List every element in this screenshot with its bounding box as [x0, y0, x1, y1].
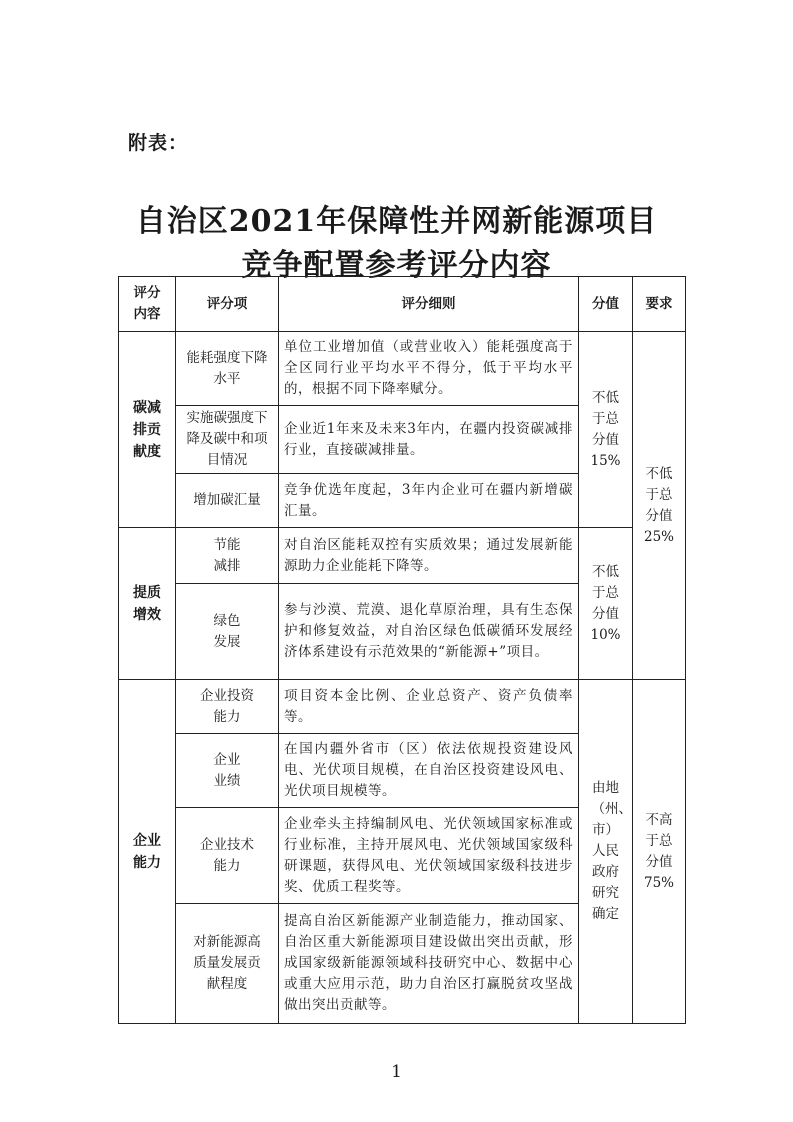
detail-cell: 企业近1年来及未来3年内，在疆内投资碳减排行业，直接碳减排量。	[279, 406, 579, 474]
category-carbon: 碳减排贡献度	[119, 332, 176, 528]
appendix-label: 附表：	[128, 132, 189, 154]
score-carbon: 不低于总分值15%	[579, 332, 633, 528]
item-cell: 增加碳汇量	[176, 474, 279, 528]
score-quality: 不低于总分值10%	[579, 528, 633, 680]
table-header-row	[119, 277, 686, 332]
score-ability: 由地（州、市）人民政府研究确定	[579, 680, 633, 1024]
detail-cell: 企业牵头主持编制风电、光伏领域国家标准或行业标准，主持开展风电、光伏领域国家级科研课题，获得风电、光伏领域国家级科技进步奖、优质工程奖等。	[279, 808, 579, 904]
document-title-line-2: 竞争配置参考评分内容	[241, 248, 552, 283]
header-item: 评分项	[176, 277, 279, 332]
detail-cell: 单位工业增加值（或营业收入）能耗强度高于全区同行业平均水平不得分，低于平均水平的，根据不同下降率赋分。	[279, 332, 579, 406]
detail-cell: 在国内疆外省市（区）依法依规投资建设风电、光伏项目规模，在自治区投资建设风电、光伏项目规模等。	[279, 734, 579, 808]
header-content: 评分内容	[119, 277, 176, 332]
scoring-table	[118, 276, 686, 1024]
item-cell: 企业投资能力	[176, 680, 279, 734]
table-row	[119, 528, 686, 584]
requirement-top: 不低于总分值25%	[633, 332, 686, 680]
item-cell: 绿色发展	[176, 584, 279, 680]
table-row	[119, 332, 686, 406]
category-ability: 企业能力	[119, 680, 176, 1024]
table-row	[119, 680, 686, 734]
page-number: 1	[391, 1062, 402, 1082]
document-title-line-1: 自治区2021年保障性并网新能源项目	[135, 204, 658, 239]
detail-cell: 对自治区能耗双控有实质效果；通过发展新能源助力企业能耗下降等。	[279, 528, 579, 584]
item-cell: 实施碳强度下降及碳中和项目情况	[176, 406, 279, 474]
item-cell: 对新能源高质量发展贡献程度	[176, 904, 279, 1024]
category-quality: 提质增效	[119, 528, 176, 680]
detail-cell: 竞争优选年度起，3年内企业可在疆内新增碳汇量。	[279, 474, 579, 528]
detail-cell: 提高自治区新能源产业制造能力，推动国家、自治区重大新能源项目建设做出突出贡献，形成国家级新能源领域科技研究中心、数据中心或重大应用示范，助力自治区打赢脱贫攻坚战做出突出贡献等。	[279, 904, 579, 1024]
header-detail: 评分细则	[279, 277, 579, 332]
item-cell: 企业业绩	[176, 734, 279, 808]
detail-cell: 项目资本金比例、企业总资产、资产负债率等。	[279, 680, 579, 734]
header-score: 分值	[579, 277, 633, 332]
detail-cell: 参与沙漠、荒漠、退化草原治理，具有生态保护和修复效益，对自治区绿色低碳循环发展经济体系建设有示范效果的“新能源+”项目。	[279, 584, 579, 680]
requirement-bottom: 不高于总分值75%	[633, 680, 686, 1024]
item-cell: 能耗强度下降水平	[176, 332, 279, 406]
item-cell: 节能减排	[176, 528, 279, 584]
item-cell: 企业技术能力	[176, 808, 279, 904]
header-requirement: 要求	[633, 277, 686, 332]
